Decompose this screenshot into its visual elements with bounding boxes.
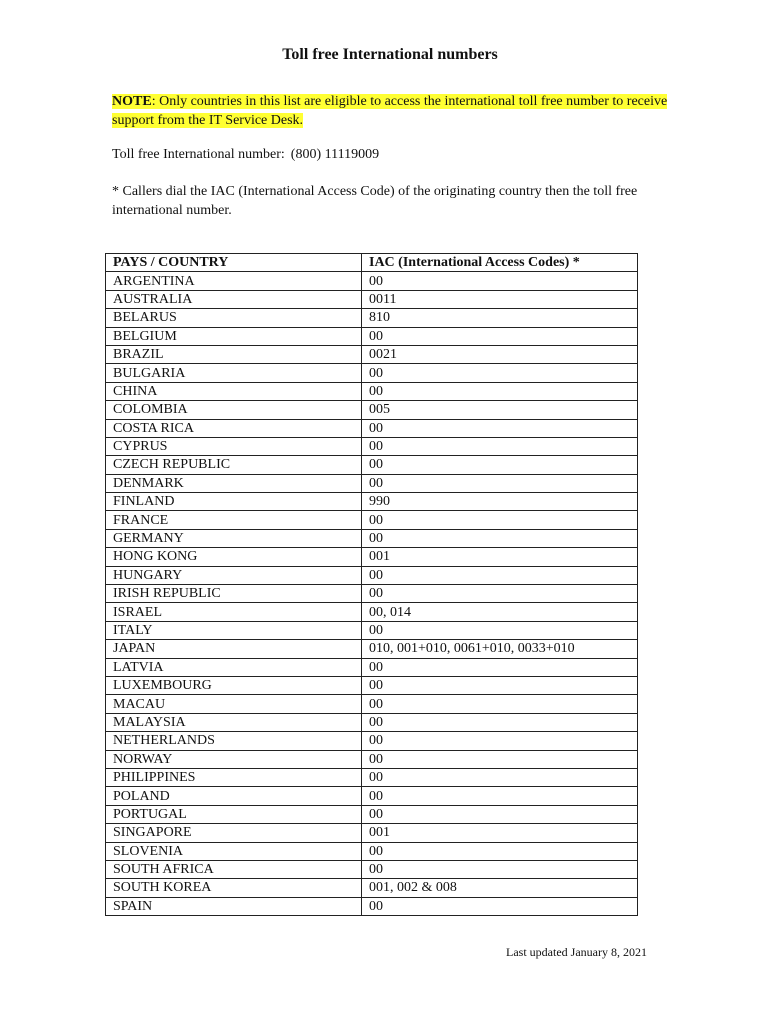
country-cell: POLAND (106, 787, 362, 805)
table-row (106, 529, 638, 547)
iac-cell: 00 (362, 842, 638, 860)
iac-cell: 00 (362, 364, 638, 382)
iac-cell: 00 (362, 456, 638, 474)
table-row (106, 603, 638, 621)
iac-cell: 00 (362, 695, 638, 713)
iac-cell: 00 (362, 566, 638, 584)
country-cell: CYPRUS (106, 437, 362, 455)
table-row (106, 676, 638, 694)
table-row (106, 732, 638, 750)
iac-cell: 00 (362, 676, 638, 694)
iac-cell: 00 (362, 768, 638, 786)
iac-cell: 005 (362, 401, 638, 419)
country-cell: BULGARIA (106, 364, 362, 382)
toll-free-label: Toll free International number: (112, 147, 285, 162)
country-cell: SOUTH AFRICA (106, 860, 362, 878)
iac-cell: 00 (362, 621, 638, 639)
table-row (106, 548, 638, 566)
table-row (106, 713, 638, 731)
note-label: NOTE (112, 94, 152, 109)
table-row (106, 364, 638, 382)
iac-cell: 001, 002 & 008 (362, 879, 638, 897)
country-cell: FINLAND (106, 493, 362, 511)
table-header-row (106, 254, 638, 272)
country-cell: MACAU (106, 695, 362, 713)
country-cell: PHILIPPINES (106, 768, 362, 786)
table-row (106, 327, 638, 345)
table-row (106, 897, 638, 915)
country-cell: LUXEMBOURG (106, 676, 362, 694)
table-row (106, 566, 638, 584)
table-row (106, 842, 638, 860)
iac-cell: 00 (362, 787, 638, 805)
country-cell: IRISH REPUBLIC (106, 585, 362, 603)
table-row (106, 805, 638, 823)
country-cell: HONG KONG (106, 548, 362, 566)
page-title: Toll free International numbers (282, 46, 498, 63)
country-cell: FRANCE (106, 511, 362, 529)
iac-cell: 010, 001+010, 0061+010, 0033+010 (362, 640, 638, 658)
table-row (106, 419, 638, 437)
iac-cell: 00 (362, 585, 638, 603)
eligibility-note (112, 92, 672, 130)
iac-cell: 00 (362, 805, 638, 823)
table-row (106, 658, 638, 676)
iac-cell: 00 (362, 419, 638, 437)
country-cell: MALAYSIA (106, 713, 362, 731)
table-row (106, 750, 638, 768)
country-cell: SPAIN (106, 897, 362, 915)
table-row (106, 437, 638, 455)
table-row (106, 382, 638, 400)
iac-cell: 00, 014 (362, 603, 638, 621)
table-row (106, 401, 638, 419)
iac-cell: 990 (362, 493, 638, 511)
country-cell: SLOVENIA (106, 842, 362, 860)
country-cell: BELGIUM (106, 327, 362, 345)
iac-cell: 00 (362, 713, 638, 731)
iac-cell: 00 (362, 382, 638, 400)
country-cell: AUSTRALIA (106, 290, 362, 308)
table-row (106, 493, 638, 511)
toll-free-number: (800) 11119009 (290, 147, 380, 162)
table-row (106, 621, 638, 639)
iac-cell: 00 (362, 732, 638, 750)
note-highlight (112, 94, 667, 128)
iac-column-header: IAC (International Access Codes) * (362, 254, 638, 272)
iac-cell: 0021 (362, 345, 638, 363)
country-cell: GERMANY (106, 529, 362, 547)
table-row (106, 511, 638, 529)
iac-cell: 00 (362, 511, 638, 529)
iac-cell: 00 (362, 658, 638, 676)
table-row (106, 824, 638, 842)
table-row (106, 860, 638, 878)
country-column-header: PAYS / COUNTRY (106, 254, 362, 272)
country-cell: NETHERLANDS (106, 732, 362, 750)
table-row (106, 456, 638, 474)
table-row (106, 272, 638, 290)
table-row (106, 345, 638, 363)
country-cell: DENMARK (106, 474, 362, 492)
country-cell: ISRAEL (106, 603, 362, 621)
table-row (106, 640, 638, 658)
country-cell: COSTA RICA (106, 419, 362, 437)
iac-cell: 810 (362, 309, 638, 327)
table-row (106, 787, 638, 805)
iac-cell: 00 (362, 474, 638, 492)
table-row (106, 309, 638, 327)
last-updated: Last updated January 8, 2021 (506, 945, 647, 959)
country-cell: LATVIA (106, 658, 362, 676)
country-cell: COLOMBIA (106, 401, 362, 419)
iac-cell: 00 (362, 437, 638, 455)
country-cell: ARGENTINA (106, 272, 362, 290)
country-cell: HUNGARY (106, 566, 362, 584)
note-text: : Only countries in this list are eligible to access the international toll free number to receive support from the IT Service Desk. (112, 94, 668, 128)
table-row (106, 585, 638, 603)
country-cell: SINGAPORE (106, 824, 362, 842)
iac-cell: 00 (362, 860, 638, 878)
country-cell: BELARUS (106, 309, 362, 327)
table-row (106, 474, 638, 492)
country-cell: ITALY (106, 621, 362, 639)
table-row (106, 879, 638, 897)
iac-cell: 001 (362, 824, 638, 842)
country-cell: SOUTH KOREA (106, 879, 362, 897)
country-cell: CZECH REPUBLIC (106, 456, 362, 474)
iac-cell: 00 (362, 272, 638, 290)
table-body (106, 272, 638, 916)
iac-cell: 0011 (362, 290, 638, 308)
country-cell: NORWAY (106, 750, 362, 768)
access-codes-table (105, 253, 638, 916)
iac-cell: 00 (362, 750, 638, 768)
country-cell: PORTUGAL (106, 805, 362, 823)
iac-cell: 001 (362, 548, 638, 566)
callers-note: * Callers dial the IAC (International Access Code) of the originating country then the toll free international number. (112, 184, 638, 218)
table-row (106, 768, 638, 786)
country-cell: CHINA (106, 382, 362, 400)
country-cell: JAPAN (106, 640, 362, 658)
iac-cell: 00 (362, 327, 638, 345)
table-row (106, 695, 638, 713)
table-row (106, 290, 638, 308)
iac-cell: 00 (362, 529, 638, 547)
iac-cell: 00 (362, 897, 638, 915)
country-cell: BRAZIL (106, 345, 362, 363)
toll-free-line (112, 147, 379, 163)
